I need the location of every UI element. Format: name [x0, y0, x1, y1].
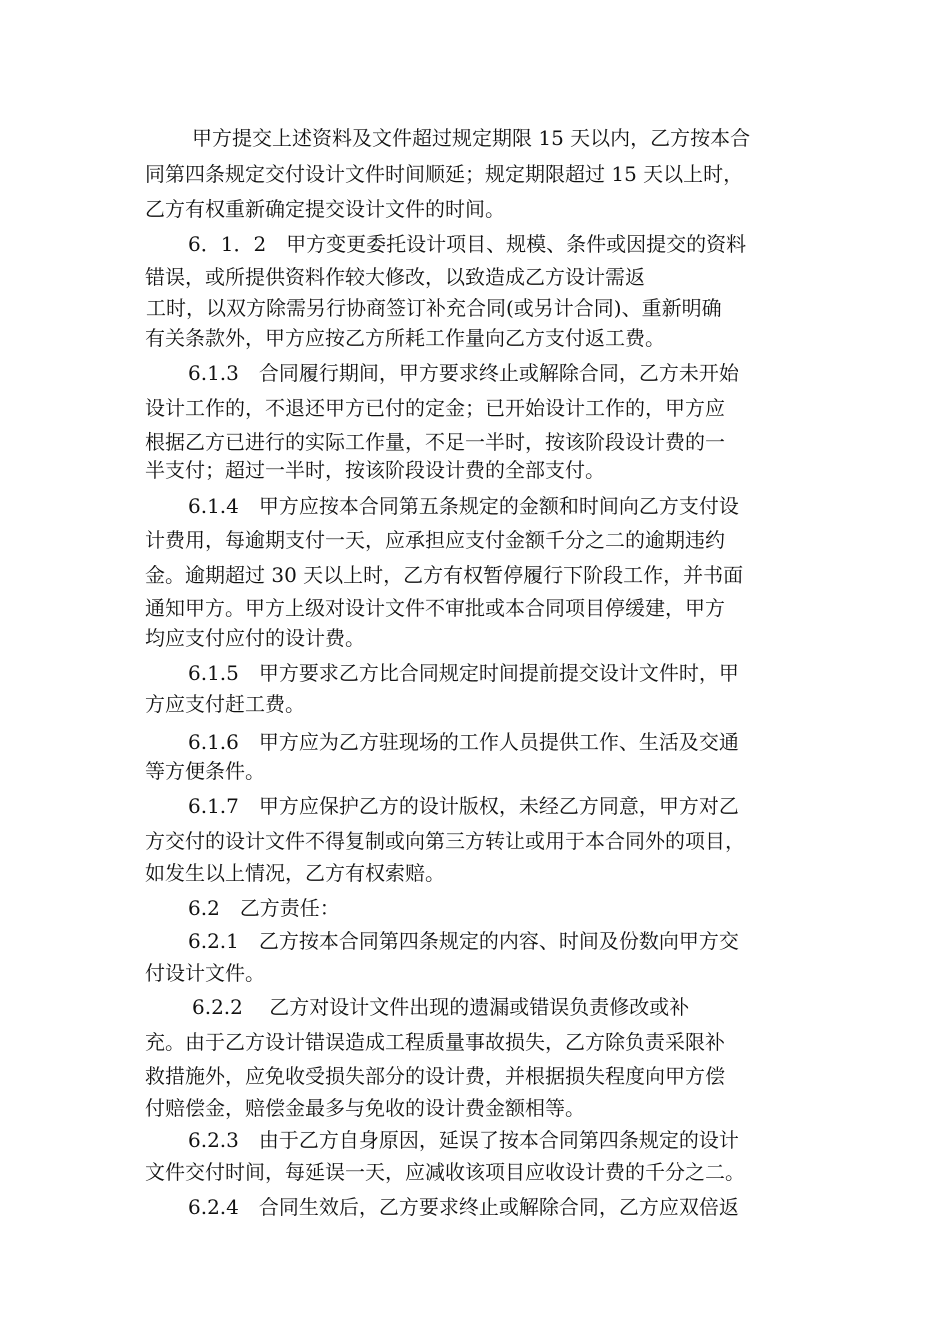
text-line: 救措施外，应免收受损失部分的设计费，并根据损失程度向甲方偿	[145, 1064, 725, 1088]
text-line: 方应支付赶工费。	[145, 692, 305, 716]
text-line: 6.1.6 甲方应为乙方驻现场的工作人员提供工作、生活及交通	[188, 730, 739, 754]
text-line: 根据乙方已进行的实际工作量，不足一半时，按该阶段设计费的一	[145, 430, 725, 454]
text-line: 6.1.7 甲方应保护乙方的设计版权，未经乙方同意，甲方对乙	[188, 794, 739, 818]
text-line: 充。由于乙方设计错误造成工程质量事故损失，乙方除负责采限补	[145, 1030, 725, 1054]
text-line: 6．1．2 甲方变更委托设计项目、规模、条件或因提交的资料	[188, 232, 747, 256]
text-line: 6.1.5 甲方要求乙方比合同规定时间提前提交设计文件时，甲	[188, 661, 739, 685]
text-line: 付赔偿金，赔偿金最多与免收的设计费金额相等。	[145, 1096, 585, 1120]
text-line: 6.2.3 由于乙方自身原因，延误了按本合同第四条规定的设计	[188, 1128, 739, 1152]
text-line: 金。逾期超过 30 天以上时，乙方有权暂停履行下阶段工作，并书面	[145, 563, 744, 587]
text-line: 半支付；超过一半时，按该阶段设计费的全部支付。	[145, 458, 605, 482]
text-line: 6.2 乙方责任：	[188, 896, 340, 920]
text-line: 如发生以上情况，乙方有权索赔。	[145, 861, 445, 885]
text-line: 6.1.4 甲方应按本合同第五条规定的金额和时间向乙方支付设	[188, 494, 739, 518]
text-line: 设计工作的，不退还甲方已付的定金；已开始设计工作的，甲方应	[145, 396, 725, 420]
text-line: 乙方有权重新确定提交设计文件的时间。	[145, 197, 505, 221]
text-line: 6.2.1 乙方按本合同第四条规定的内容、时间及份数向甲方交	[188, 929, 739, 953]
text-line: 6.1.3 合同履行期间，甲方要求终止或解除合同，乙方未开始	[188, 361, 739, 385]
text-line: 均应支付应付的设计费。	[145, 626, 365, 650]
text-line: 计费用，每逾期支付一天，应承担应支付金额千分之二的逾期违约	[145, 528, 725, 552]
text-line: 有关条款外，甲方应按乙方所耗工作量向乙方支付返工费。	[145, 326, 665, 350]
text-line: 6.2.4 合同生效后，乙方要求终止或解除合同，乙方应双倍返	[188, 1195, 739, 1219]
text-line: 等方便条件。	[145, 759, 265, 783]
text-line: 通知甲方。甲方上级对设计文件不审批或本合同项目停缓建，甲方	[145, 596, 725, 620]
text-line: 文件交付时间，每延误一天，应减收该项目应收设计费的千分之二。	[145, 1160, 745, 1184]
text-line: 错误，或所提供资料作较大修改，以致造成乙方设计需返	[145, 265, 645, 289]
text-line: 付设计文件。	[145, 961, 265, 985]
text-line: 工时，以双方除需另行协商签订补充合同(或另计合同)、重新明确	[146, 296, 722, 320]
text-line: 同第四条规定交付设计文件时间顺延；规定期限超过 15 天以上时，	[145, 162, 744, 186]
text-line: 甲方提交上述资料及文件超过规定期限 15 天以内，乙方按本合	[192, 126, 751, 150]
text-line: 方交付的设计文件不得复制或向第三方转让或用于本合同外的项目，	[145, 829, 745, 853]
text-line: 6.2.2 乙方对设计文件出现的遗漏或错误负责修改或补	[192, 995, 690, 1019]
